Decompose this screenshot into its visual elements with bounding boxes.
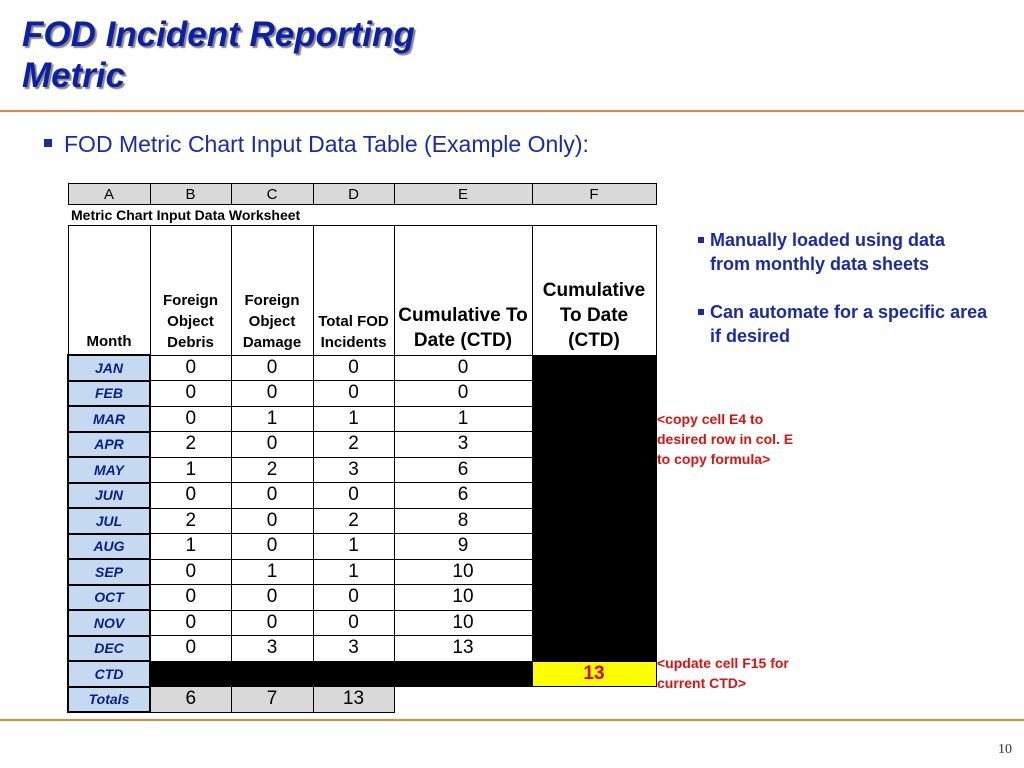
damage-cell: 0 — [231, 585, 313, 611]
cumulative-cell: 10 — [394, 610, 532, 636]
damage-cell: 3 — [231, 636, 313, 662]
total-cell: 0 — [313, 355, 394, 381]
damage-cell: 1 — [231, 559, 313, 585]
total-cell: 0 — [313, 483, 394, 509]
column-letter-f: F — [532, 184, 656, 205]
empty-cell — [532, 687, 656, 713]
debris-cell: 0 — [150, 559, 231, 585]
blacked-out-cell — [532, 355, 656, 661]
ctd-value-cell: 13 — [532, 661, 656, 687]
slide-title: FOD Incident Reporting Metric — [22, 15, 415, 95]
square-bullet-icon — [698, 309, 704, 315]
empty-cell — [394, 687, 532, 713]
month-cell: JAN — [68, 355, 150, 381]
column-letter-d: D — [313, 184, 394, 205]
debris-cell: 2 — [150, 432, 231, 458]
damage-cell: 0 — [231, 610, 313, 636]
cumulative-cell: 3 — [394, 432, 532, 458]
ctd-label: CTD — [68, 661, 150, 687]
blacked-out-cell — [150, 661, 532, 687]
total-cell: 0 — [313, 610, 394, 636]
cumulative-cell: 0 — [394, 381, 532, 407]
main-bullet — [44, 131, 589, 158]
column-letter-e: E — [394, 184, 532, 205]
damage-cell: 0 — [231, 534, 313, 560]
cumulative-cell: 0 — [394, 355, 532, 381]
side-bullet-text: Manually loaded using data from monthly data sheets — [710, 230, 946, 274]
column-letter-c: C — [231, 184, 313, 205]
damage-cell: 0 — [231, 432, 313, 458]
total-cell: 0 — [313, 585, 394, 611]
column-letter-b: B — [150, 184, 231, 205]
damage-cell: 0 — [231, 355, 313, 381]
damage-cell: 0 — [231, 381, 313, 407]
worksheet-title: Metric Chart Input Data Worksheet — [71, 207, 301, 223]
total-cell: 2 — [313, 432, 394, 458]
debris-cell: 0 — [150, 636, 231, 662]
total-cell: 1 — [313, 406, 394, 432]
cumulative-cell: 8 — [394, 508, 532, 534]
side-bullet-text: Can automate for a specific area if desired — [710, 302, 988, 346]
debris-cell: 1 — [150, 457, 231, 483]
debris-cell: 0 — [150, 610, 231, 636]
header-cumulative-f: Cumulative To Date (CTD) — [532, 226, 656, 356]
debris-cell: 0 — [150, 381, 231, 407]
debris-cell: 1 — [150, 534, 231, 560]
damage-cell: 1 — [231, 406, 313, 432]
header-foreign-object-debris: Foreign Object Debris — [150, 226, 231, 356]
debris-cell: 0 — [150, 406, 231, 432]
total-cell: 3 — [313, 636, 394, 662]
header-cumulative-e: Cumulative To Date (CTD) — [394, 226, 532, 356]
header-total-fod-incidents: Total FOD Incidents — [313, 226, 394, 356]
main-bullet-text: FOD Metric Chart Input Data Table (Example Only): — [64, 131, 589, 157]
top-divider — [0, 110, 1024, 112]
month-cell: MAY — [68, 457, 150, 483]
table-row — [68, 355, 656, 381]
damage-cell: 0 — [231, 508, 313, 534]
totals-label: Totals — [68, 687, 150, 713]
cumulative-cell: 10 — [394, 559, 532, 585]
total-cell: 1 — [313, 559, 394, 585]
square-bullet-icon — [698, 237, 704, 243]
header-row — [68, 226, 656, 356]
update-cell-note: <update cell F15 for current CTD> — [657, 655, 789, 691]
month-cell: APR — [68, 432, 150, 458]
cumulative-cell: 10 — [394, 585, 532, 611]
damage-cell: 0 — [231, 483, 313, 509]
month-cell: OCT — [68, 585, 150, 611]
month-cell: FEB — [68, 381, 150, 407]
cumulative-cell: 9 — [394, 534, 532, 560]
total-cell: 0 — [313, 381, 394, 407]
totals-debris: 6 — [150, 687, 231, 713]
cumulative-cell: 13 — [394, 636, 532, 662]
month-cell: SEP — [68, 559, 150, 585]
page-number: 10 — [998, 742, 1012, 757]
column-letter-a: A — [68, 184, 150, 205]
ctd-row — [68, 661, 656, 687]
debris-cell: 0 — [150, 355, 231, 381]
copy-cell-note: <copy cell E4 to desired row in col. E to copy formula> — [657, 411, 794, 467]
totals-damage: 7 — [231, 687, 313, 713]
debris-cell: 2 — [150, 508, 231, 534]
totals-row — [68, 687, 656, 713]
cumulative-cell: 6 — [394, 483, 532, 509]
header-month: Month — [68, 226, 150, 356]
debris-cell: 0 — [150, 585, 231, 611]
bottom-divider — [0, 719, 1024, 721]
total-cell: 1 — [313, 534, 394, 560]
month-cell: NOV — [68, 610, 150, 636]
cumulative-cell: 6 — [394, 457, 532, 483]
month-cell: MAR — [68, 406, 150, 432]
side-bullet-automate — [698, 300, 990, 348]
side-bullet-manual — [698, 228, 990, 276]
month-cell: AUG — [68, 534, 150, 560]
damage-cell: 2 — [231, 457, 313, 483]
input-data-table — [67, 183, 657, 713]
debris-cell: 0 — [150, 483, 231, 509]
header-foreign-object-damage: Foreign Object Damage — [231, 226, 313, 356]
worksheet-title-row — [68, 205, 656, 226]
total-cell: 3 — [313, 457, 394, 483]
month-cell: JUL — [68, 508, 150, 534]
cumulative-cell: 1 — [394, 406, 532, 432]
month-cell: JUN — [68, 483, 150, 509]
month-cell: DEC — [68, 636, 150, 662]
total-cell: 2 — [313, 508, 394, 534]
column-letter-row — [68, 184, 656, 205]
square-bullet-icon — [44, 139, 52, 147]
totals-fod: 13 — [313, 687, 394, 713]
